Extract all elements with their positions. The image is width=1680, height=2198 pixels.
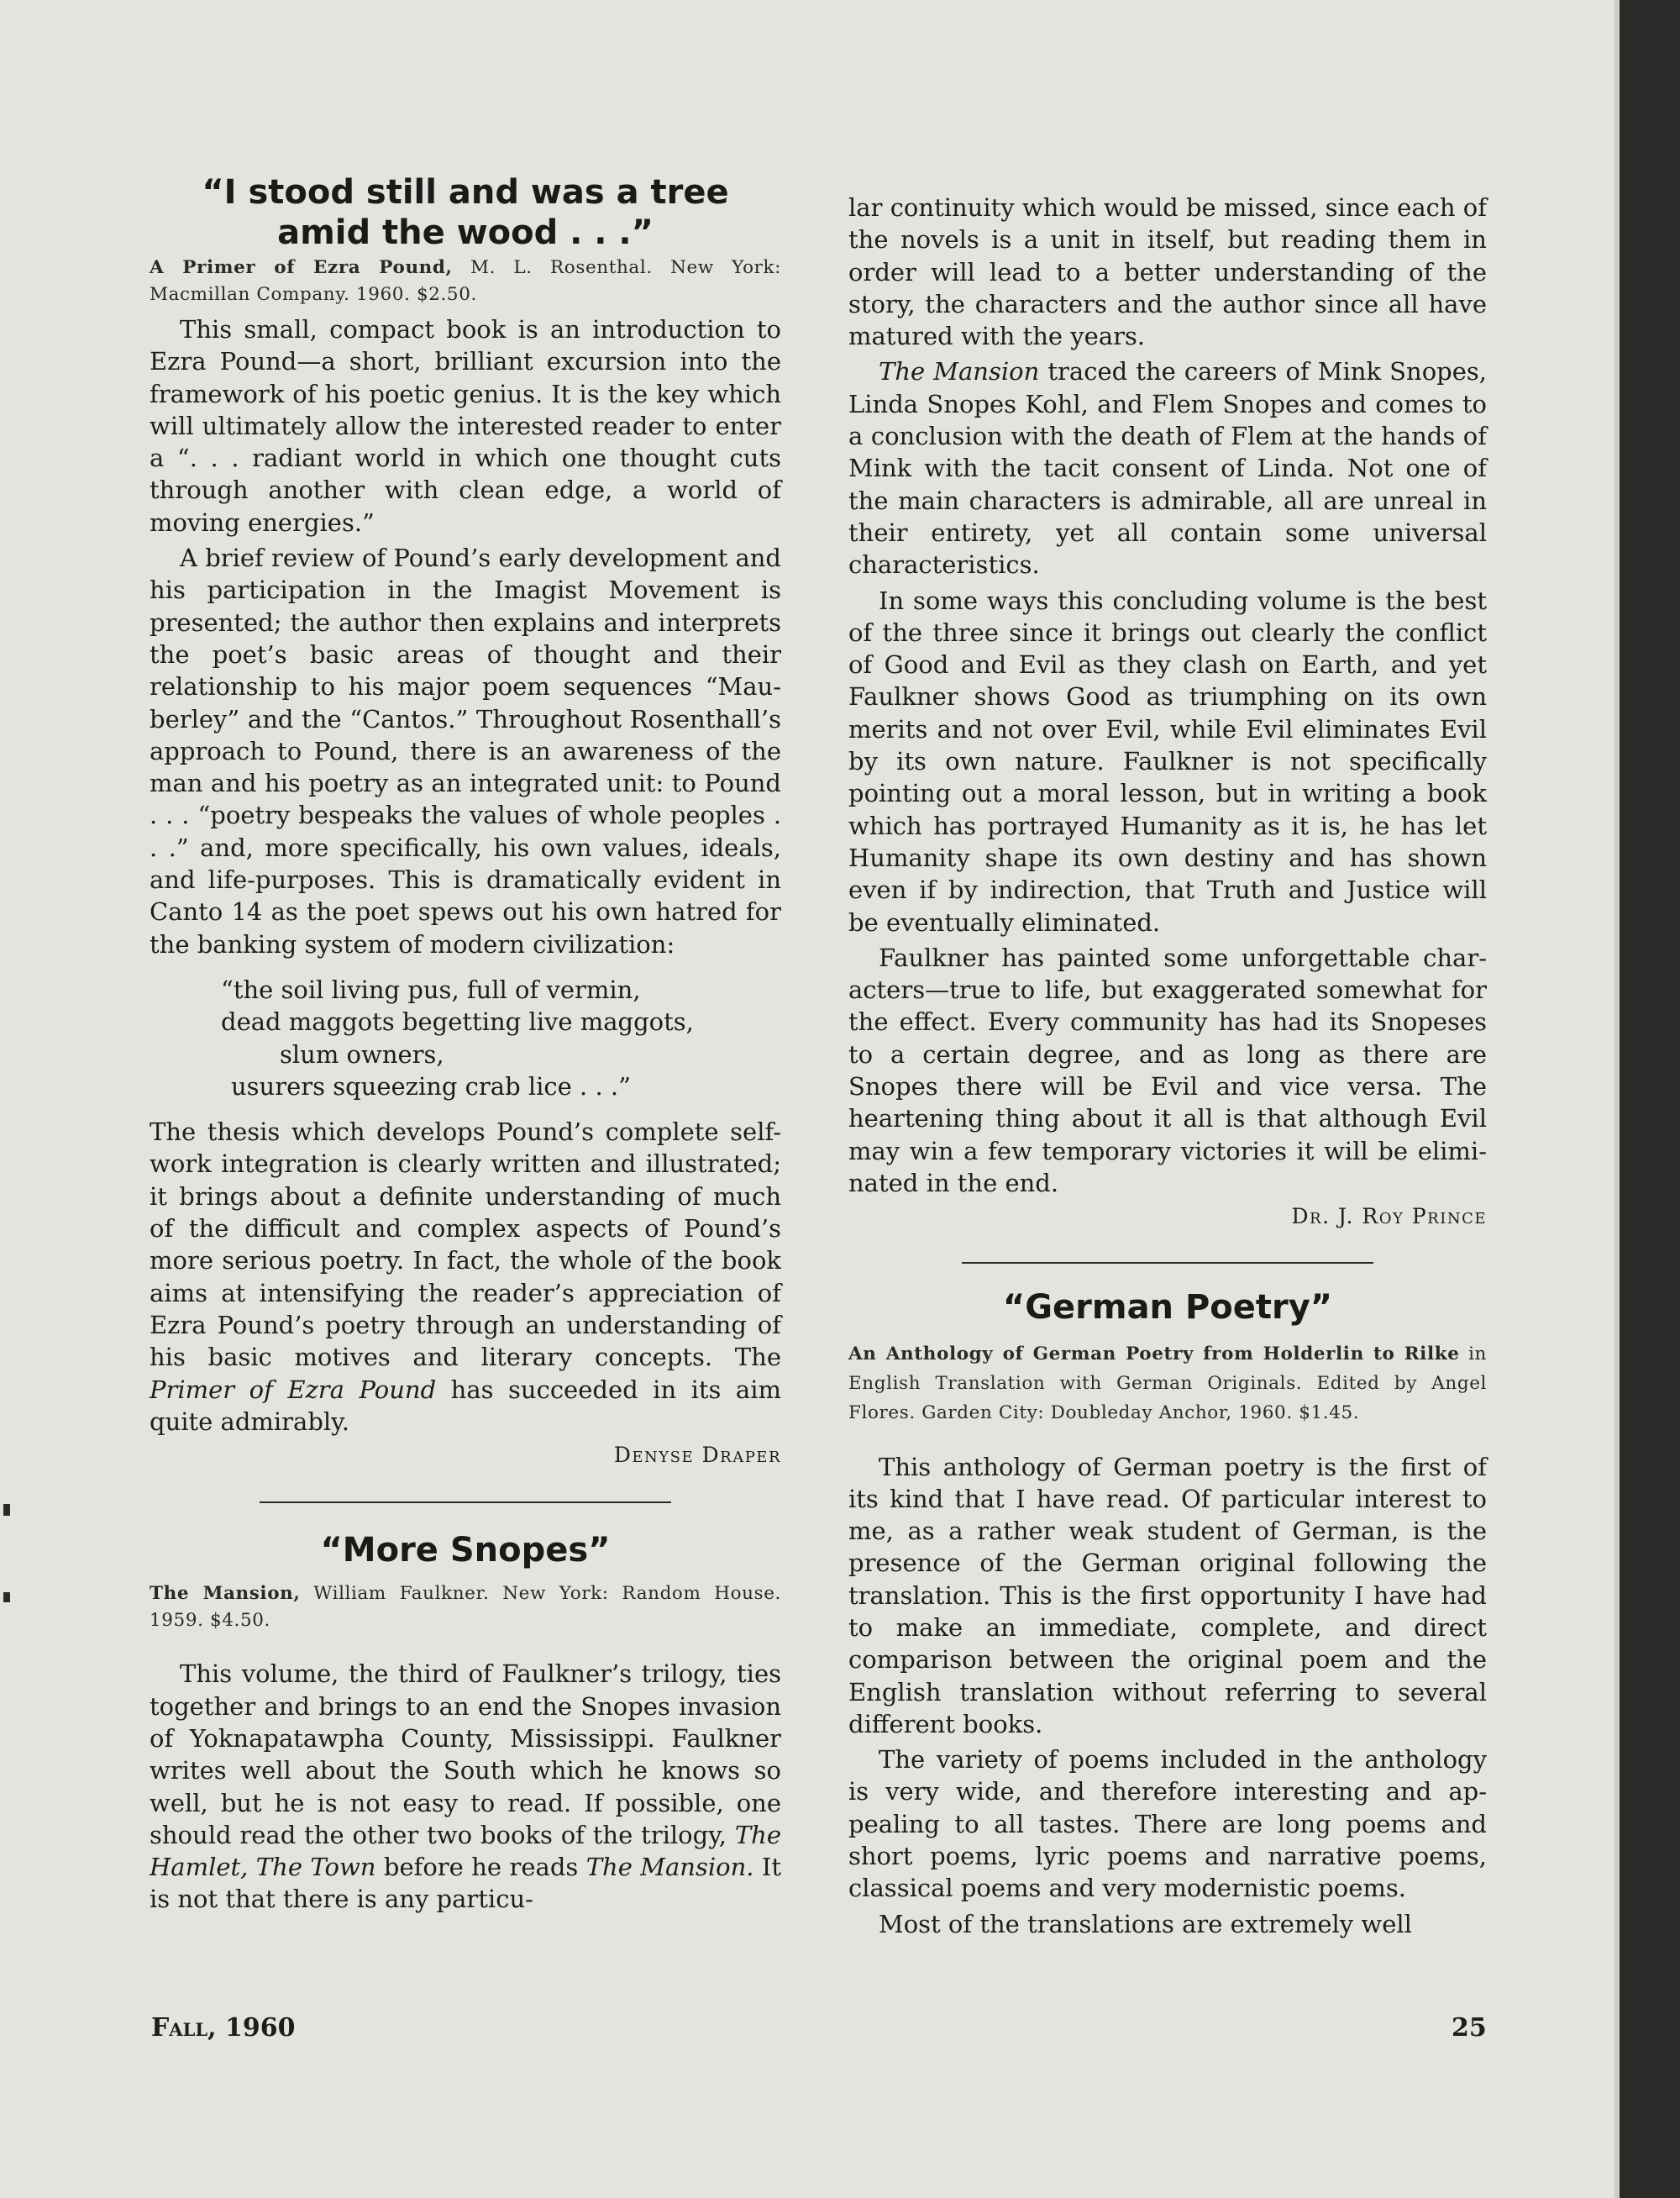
review-title-german-poetry: “German Poetry” (1002, 1287, 1333, 1327)
text-run: This volume, the third of Faulkner’s trilogy, ties together and brings to an end the Snopes invasion of Yoknapatawpha County, Mississippi. Faulkner writes well about the South which he knows so well, but he is not easy to read. If possible, one should read the other two books of the trilogy, (150, 1659, 781, 1849)
text-run: has succeeded in its aim quite admirably. (150, 1375, 781, 1436)
paragraph: The variety of poems included in the anthology is very wide, and therefore interesting and appealing to all tastes. There are long poems and short poems, lyric poems and narrative poems, classical poems and very modernistic poems. (848, 1745, 1487, 1903)
citation-german-poetry (848, 1339, 1487, 1428)
citation-book-title: A Primer of Ezra Pound, (150, 257, 453, 278)
signature-denyse-draper: Denyse Draper (613, 1443, 781, 1468)
text-run: traced the careers of Mink Snopes, Linda Snopes Kohl, and Flem Snopes and comes to a conclusion with the death of Flem at the hands of Mink with the tacit consent of Linda. Not one of the main characters is admirable, all are unreal in their entirety, yet all contain some universal characteristics. (848, 357, 1487, 580)
citation-book-title: The Mansion, (150, 1583, 301, 1605)
footer-issue: Fall, 1960 (151, 2013, 296, 2043)
review-title-pound: “I stood still and was a tree amid the wood . . .” (202, 173, 729, 252)
verse-quote (150, 974, 781, 1102)
book-title-italic: Primer of Ezra Pound (150, 1375, 437, 1404)
text-run: before he reads (375, 1853, 586, 1882)
verse-line: slum owners, (280, 1039, 444, 1069)
paragraph (848, 355, 1487, 581)
section-divider (962, 1262, 1373, 1264)
paragraph: In some ways this concluding volume is the best of the three since it brings out clearly the conflict of Good and Evil as they clash on Earth, and yet Faulkner shows Good as triumphing on its own merits and not over Evil, while Evil eliminates Evil by its own nature. Faulkner is not specifically pointing out a moral lesson, but in writing a book which has portrayed Humanity as it is, he has let Humanity shape its own destiny and has shown even if by indirection, that Truth and Justice will be eventually eliminated. (848, 586, 1487, 937)
footer-page-number: 25 (1452, 2013, 1487, 2043)
paragraph (150, 1658, 781, 1915)
paragraph: Most of the translations are extremely well (879, 1909, 1412, 1938)
verse-line: usurers squeezing crab lice . . .” (231, 1071, 631, 1101)
book-title-italic: The Mansion. (585, 1853, 754, 1882)
section-divider (260, 1501, 671, 1503)
verse-line: dead maggots begetting live maggots, (221, 1007, 694, 1037)
citation-snopes (150, 1580, 781, 1634)
right-column (848, 192, 1487, 1940)
binding-mark (3, 1592, 10, 1602)
left-column (150, 172, 781, 1916)
paragraph: A brief review of Pound’s early development and his participation in the Imagist Movement is presented; the author then explains and interprets the poet’s basic areas of thought and their relationship to his major poem sequences “Mauberley” and the “Cantos.” Throughout Rosenthall’s approach to Pound, there is an awareness of the man and his poetry as an integrated unit: to Pound . . . “poetry bespeaks the values of whole peoples . . .” and, more specifically, his own values, ideals, and life-purposes. This is dramatically evident in Canto 14 as the poet spews out his own hatred for the banking system of modern civilization: (150, 544, 781, 959)
text-run: It is not that there is any particu- (150, 1853, 782, 1914)
review-title-snopes: “More Snopes” (320, 1531, 611, 1570)
citation-details: William Faulkner. New York: Random House. 1959. $4.50. (150, 1583, 781, 1632)
binding-mark (3, 1504, 10, 1516)
signature-roy-prince: Dr. J. Roy Prince (1291, 1204, 1487, 1229)
citation-pound (150, 255, 781, 308)
book-title-italic: The Mansion (879, 357, 1040, 386)
paragraph: This anthology of German poetry is the first of its kind that I have read. Of particular interest to me, as a rather weak student of German, is the presence of the German original following the translation. This is the first opportunity I have had to make an immediate, complete, and direct comparison between the original poem and the English translation without referring to several different books. (848, 1452, 1487, 1738)
citation-details: in English Translation with German Originals. Edited by Angel Flores. Garden City: Doubleday Anchor, 1960. $1.45. (848, 1343, 1487, 1423)
book-title-italic: The Hamlet, The Town (150, 1820, 781, 1882)
paragraph: This small, compact book is an introduction to Ezra Pound—a short, brilliant excursion into the framework of his poetic genius. It is the key which will ultimately allow the interested reader to enter a “. . . radiant world in which one thought cuts through another with clean edge, a world of moving energies.” (150, 315, 781, 537)
paragraph (150, 1116, 781, 1438)
citation-details: M. L. Rosenthal. New York: Macmillan Company. 1960. $2.50. (150, 257, 781, 305)
paragraph: lar continuity which would be missed, since each of the novels is a unit in itself, but reading them in order will lead to a better understanding of the story, the characters and the author since all have matured with the years. (848, 193, 1487, 351)
citation-book-title: An Anthology of German Poetry from Holderlin to Rilke (848, 1343, 1460, 1365)
text-run: The thesis which develops Pound’s complete self-work integration is clearly written and illustrated; it brings about a definite understanding of much of the difficult and complex aspects of Pound’s more serious poetry. In fact, the whole of the book aims at intensifying the reader’s appreciation of Ezra Pound’s poetry through an understanding of his basic motives and literary concepts. The (150, 1117, 781, 1372)
paragraph: Faulkner has painted some unforgettable characters—true to life, but exaggerated somewhat for the effect. Every community has had its Snopeses to a certain degree, and as long as there are Snopes there will be Evil and vice versa. The heartening thing about it all is that although Evil may win a few temporary victories it will be eliminated in the end. (848, 943, 1487, 1197)
verse-line: “the soil living pus, full of vermin, (221, 975, 641, 1004)
